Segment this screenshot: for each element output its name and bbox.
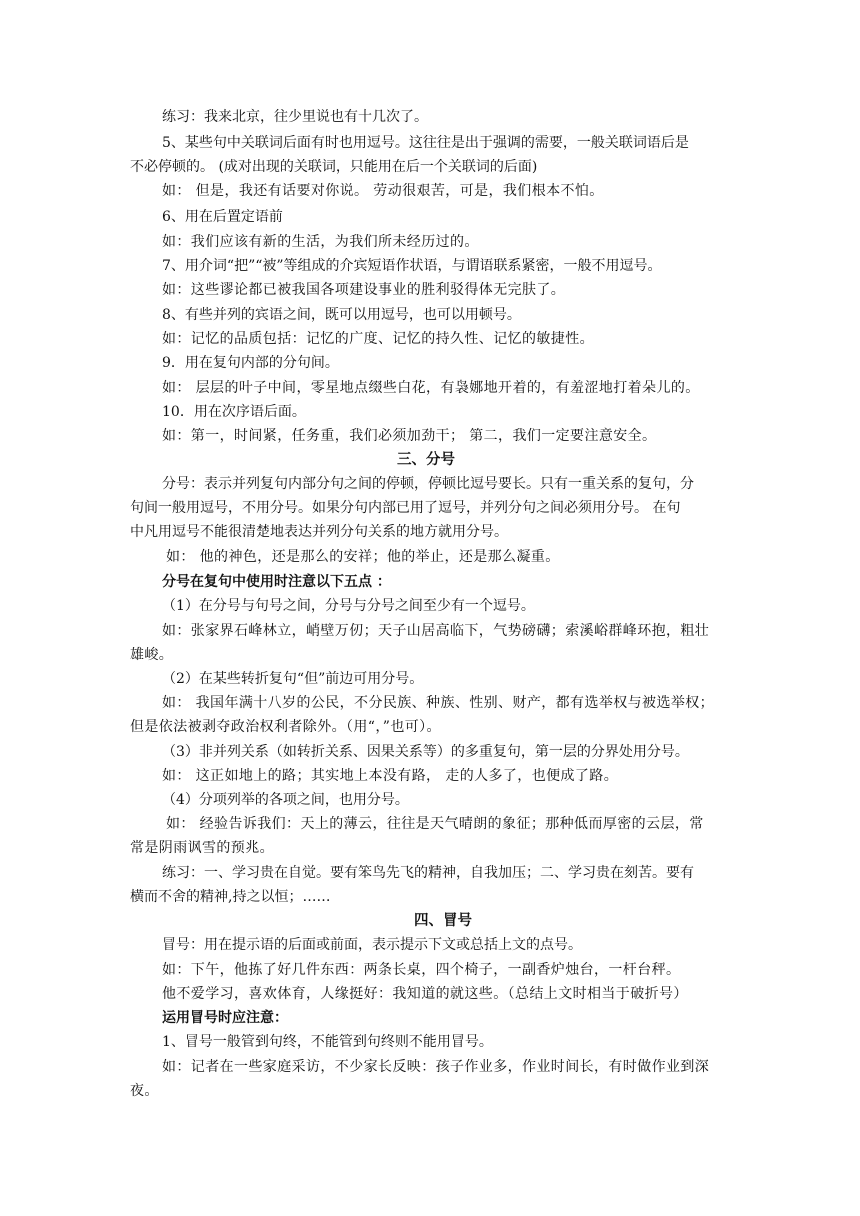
rule-7: 7、用介词“把”“被”等组成的介宾短语作状语，与谓语联系紧密，一般不用逗号。 [162,258,662,274]
example: 如： 这正如地上的路；其实地上本没有路， 走的人多了，也便成了路。 [162,768,619,784]
rule-6: 6、用在后置定语前 [162,209,283,225]
example: 如：下午，他拣了好几件东西：两条长桌，四个椅子，一副香炉烛台，一杆台秤。 [162,962,681,978]
example: 如：我们应该有新的生活，为我们所未经历过的。 [162,234,479,250]
item-4: （4）分项列举的各项之间，也用分号。 [162,792,409,808]
subheading: 分号在复句中使用时注意以下五点 ： [162,574,391,590]
paragraph: 句间一般用逗号，不用分号。如果分句内部已用了逗号，并列分句之间必须用分号。 在句 [130,500,681,516]
example-cont: 但是依法被剥夺政治权利者除外。（用“，”也可）。 [130,719,441,735]
example: 如：张家界石峰林立，峭壁万仞；天子山居高临下，气势磅礴；索溪峪群峰环抱，粗壮 [162,623,710,639]
item-2: （2）在某些转折复句“但”前边可用分号。 [162,671,424,687]
paragraph: 分号：表示并列复句内部分句之间的停顿，停顿比逗号要长。只有一重关系的复句，分 [162,476,694,492]
practice-cont: 横而不舍的精神,持之以恒；…… [130,889,331,905]
paragraph: 中凡用逗号不能很清楚地表达并列分句关系的地方就用分号。 [130,524,508,540]
rule-9: 9．用在复句内部的分句间。 [162,355,339,371]
subheading: 运用冒号时应注意： [162,1010,288,1026]
example: 如： 他的神色，还是那么的安祥；他的举止，还是那么凝重。 [166,549,560,565]
example: 如：记者在一些家庭采访，不少家长反映：孩子作业多，作业时间长，有时做作业到深 [162,1059,710,1075]
example: 如：记忆的品质包括：记忆的广度、记忆的持久性、记忆的敏捷性。 [162,331,594,347]
rule-5: 5、某些句中关联词后面有时也用逗号。这往往是出于强调的需要，一般关联词语后是 [162,135,689,151]
example: 他不爱学习，喜欢体育，人缘挺好：我知道的就这些。（总结上文时相当于破折号） [162,986,688,1002]
example-cont: 常是阴雨讽雪的预兆。 [130,840,274,856]
example: 如： 但是，我还有话要对你说。 劳动很艰苦，可是，我们根本不怕。 [162,183,604,199]
example: 如： 层层的叶子中间，零星地点缀些白花，有袅娜地开着的，有羞涩地打着朵儿的。 [162,380,700,396]
rule-8: 8、有些并列的宾语之间，既可以用逗号，也可以用顿号。 [162,307,521,323]
practice-line: 练习：一、学习贵在自觉。要有笨鸟先飞的精神，自我加压；二、学习贵在刻苦。要有 [162,865,694,881]
rule-10: 10．用在次序语后面。 [162,404,306,420]
example-cont: 雄峻。 [130,647,174,663]
example-cont: 夜。 [130,1083,159,1099]
example: 如：这些谬论都已被我国各项建设事业的胜利驳得体无完肤了。 [162,282,566,298]
item-1: （1）在分号与句号之间，分号与分号之间至少有一个逗号。 [162,598,535,614]
rule-5-cont: 不必停顿的。 (成对出现的关联词，只能用在后一个关联词的后面) [130,159,538,175]
example: 如： 经验告诉我们：天上的薄云，往往是天气晴朗的象征；那种低而厚密的云层，常 [166,816,704,832]
item-3: （3）非并列关系（如转折关系、因果关系等）的多重复句，第一层的分界处用分号。 [162,744,689,760]
example: 如：第一，时间紧，任务重，我们必须加劲干； 第二，我们一定要注意安全。 [162,428,657,444]
rule-1: 1、冒号一般管到句终，不能管到句终则不能用冒号。 [162,1034,493,1050]
example: 如： 我国年满十八岁的公民，不分民族、种族、性别、财产，都有选举权与被选举权； [162,695,715,711]
practice-line: 练习：我来北京，往少里说也有十几次了。 [162,109,428,125]
section-heading: 三、分号 [397,452,455,468]
section-heading: 四、冒号 [414,913,472,929]
paragraph: 冒号：用在提示语的后面或前面，表示提示下文或总括上文的点号。 [162,937,582,953]
